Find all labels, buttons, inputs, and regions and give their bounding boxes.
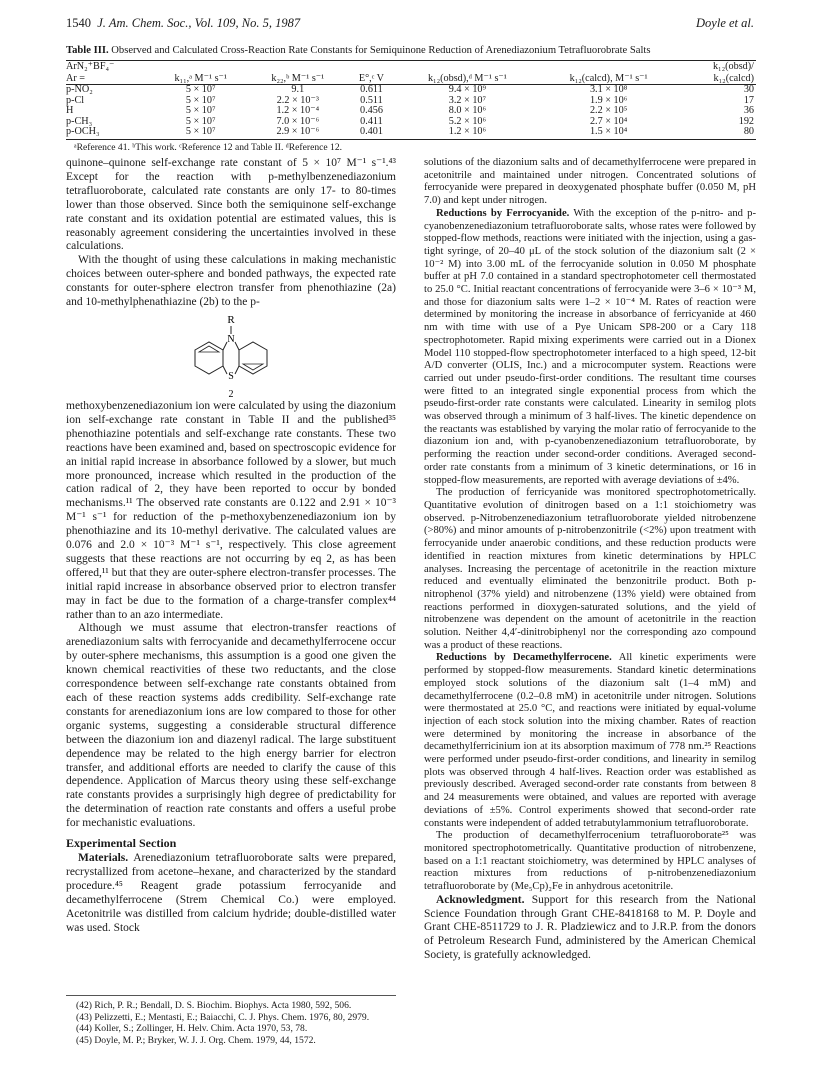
acknowledgment-body: Support for this research from the National Science Foundation through Grant CHE-8418168 to M. P. Doyle and Grant CHE-8511729 to J. R. Pladziewicz and to J.R.P. from the donors of Petroleum Research Fund, administered by the American Chemical Society, is gratefully acknowledged. <box>424 893 756 961</box>
table-caption <box>66 44 756 57</box>
paragraph: Although we must assume that electron-transfer reactions of arenediazonium salts with ferrocyanide and decamethylferrocene occur by outer-sphere mechanisms, this assumption is a good one given the known chemical reactivities of these two reductants, and the close correspondence between self-exchange rate constants obtained from each of these reaction systems adds credibility. Self-exchange rate constants for arenediazonium ions are low compared to those for other organic systems, suggesting a considerable structural difference between the diazonium ion and diazenyl radical. The large substituent dependence may be related to the high energy barrier for electron transfer, and additional efforts are needed to clarify the cause of this dependence. Application of Marcus theory using these self-exchange rate constants provides a surprisingly high degree of predictability for the determination of reaction rate constants and offers a useful probe for mechanistic evaluations. <box>66 622 396 830</box>
table-cell: 5 × 10⁷ <box>185 84 216 95</box>
table-cell: 9.4 × 10⁹ <box>448 84 487 95</box>
reference-item: (45) Doyle, M. P.; Bryker, W. J. J. Org. Chem. 1979, 44, 1572. <box>76 1034 316 1046</box>
table-cell: 1.2 × 10⁶ <box>396 127 538 139</box>
table-cell: p-Cl <box>66 94 85 106</box>
table-cell: 0.401 <box>346 127 396 139</box>
run-in-head: Reductions by Ferrocyanide. <box>436 207 570 219</box>
structure-bond <box>235 366 239 374</box>
table-caption-text: Observed and Calculated Cross-Reaction Rate Constants for Semiquinone Reduction of Arenediazonium Tetrafluorobrate Salts <box>111 45 651 56</box>
paragraph: methoxybenzenediazonium ion were calculated by using the diazonium ion self-exchange rate constant in Table II and the published³⁵ phenothiazine potentials and self-exchange rate constants. These two reactions have been examined and, based on spectroscopic evidence for an initial rapid increase in absorbance followed by a slower, but much more pronounced, increase which resulted in the production of the cation radical of 2, they have been reported to occur by bonded mechanisms.¹¹ The observed rate constants are 0.122 and 2.91 × 10⁻³ M⁻¹ s⁻¹ for reduction of the p-methoxybenzenediazonium ion by phenothiazine and its 10-methyl derivative. The calculated values are 0.076 and 2.0 × 10⁻³ M⁻¹ s⁻¹, respectively. This close agreement suggests that these reactions are not occurring by eq 2, as has been offered,¹¹ but that they are outer-sphere electron-transfer processes. The initial rapid increase in absorbance observed prior to electron transfer may in fact be due to the formation of a charge-transfer complex⁴⁴ rather than to an azo intermediate. <box>66 399 396 621</box>
running-authors: Doyle et al. <box>696 16 754 30</box>
acknowledgment <box>424 894 756 963</box>
page-number-journal <box>66 16 300 31</box>
table-col-ratio: k₁₂(calcd) <box>679 73 756 85</box>
phenothiazine-structure <box>171 312 291 400</box>
paragraph: The production of decamethylferrocenium tetrafluoroborate²⁵ was monitored spectrophotometrically. Quantitative production of nitrobenzene, based on a 1:1 reactant stoichiometry, was determined by HPLC analyses of reaction mixtures from reductions of p-nitrobenzenediazonium tetrafluoroborate by (Me₅Cp)₂Fe in anhydrous acetonitrile. <box>424 830 756 893</box>
paragraph-decamethylferrocene <box>424 652 756 830</box>
table-cell: 1.5 × 10⁴ <box>538 127 678 139</box>
page-number: 1540 <box>66 16 91 30</box>
reference-item: (42) Rich, P. R.; Bendall, D. S. Biochim. Biophys. Acta 1980, 592, 506. <box>76 1000 352 1011</box>
structure-right-ring <box>239 342 267 374</box>
table-cell: 0.411 <box>360 115 383 127</box>
structure-n-label: N <box>227 333 235 345</box>
table-iii <box>66 44 756 153</box>
table-head-salt: ArN₂⁺BF₄⁻ <box>66 61 152 73</box>
references <box>66 995 396 1046</box>
table-cell: p-OCH₃ <box>66 127 152 139</box>
table-cell: 1.2 × 10⁻⁴ <box>276 105 320 116</box>
table-cell: p-CH₃ <box>66 115 93 127</box>
table-col-e0: E°,ᶜ V <box>346 73 396 85</box>
table-col-k11: k₁₁,ᵃ M⁻¹ s⁻¹ <box>152 73 249 85</box>
table-cell: 5 × 10⁷ <box>185 105 216 116</box>
structure-bond <box>223 342 227 350</box>
reference-item: (44) Koller, S.; Zollinger, H. Helv. Chim. Acta 1970, 53, 78. <box>76 1023 308 1035</box>
table-cell: H <box>66 105 74 116</box>
journal-citation: J. Am. Chem. Soc., Vol. 109, No. 5, 1987 <box>97 16 301 30</box>
rate-constants-table <box>66 60 756 140</box>
table-cell: 0.611 <box>360 84 383 95</box>
table-col-k12-obsd: k₁₂(obsd),ᵈ M⁻¹ s⁻¹ <box>396 73 538 85</box>
reference-item: (43) Pelizzetti, E.; Mentasti, E.; Baiacchi, C. J. Phys. Chem. 1976, 80, 2979. <box>76 1011 370 1023</box>
structure-bond <box>223 366 227 374</box>
structure-compound-number: 2 <box>228 388 234 400</box>
table-col-k22: k₂₂,ᵇ M⁻¹ s⁻¹ <box>249 73 346 85</box>
right-column <box>424 157 756 963</box>
table-cell: 36 <box>743 105 754 116</box>
paragraph: quinone–quinone self-exchange rate constant of 5 × 10⁷ M⁻¹ s⁻¹.⁴³ Except for the reaction with p-methylbenzenediazonium tetrafluoroborate, calculated rate constants are only 17- to 80-times lower than those observed. Since both the semiquinone self-exchange rate constant and its oxidation potential are estimated values, this is reasonably agreement considering the uncertainties involved in these calculations. <box>66 157 396 253</box>
structure-left-ring <box>195 342 223 374</box>
paragraph-materials <box>66 852 396 935</box>
table-label: Table III. <box>66 45 109 56</box>
table-head-ratio-top: k₁₂(obsd)/ <box>679 61 756 73</box>
paragraph-body: All kinetic experiments were performed by stopped-flow measurements. Standard kinetic determinations employed stock solutions of the diazonium salt (1–4 mM) and decamethylferrocene (0.2–0.8 mM) in acetonitrile under nitrogen. Solutions were thermostated at 25.0 °C, and reactions were initiated by equal-volume injection of each stock solution into the mixing chamber. Rates of reaction were determined by monitoring the increase in absorbance of the decamethylferricinium ion at its absorption maximum of 778 nm.²⁵ Reactions were performed under pseudo-first-order conditions, and linearity in semilog plots was observed through 4 half-lives. Reaction order was established as previously described. Averaged second-order rate constants from between 8 and 24 measurements were obtained, and values are reported with average deviations of ±5%. Control experiments showed that second-order rate constants were independent of added tetrabutylammonium tetrafluoroborate. <box>424 652 757 829</box>
paragraph: With the thought of using these calculations in making mechanistic choices between outer-sphere and bonded pathways, the expected rate constants for outer-sphere electron transfer from phenothiazine (2a) and 10-methylphenathiazine (2b) to the p- <box>66 254 396 309</box>
structure-right-ring-inner <box>243 364 263 370</box>
run-in-head: Acknowledgment. <box>436 893 525 906</box>
table-cell: 0.511 <box>360 94 383 106</box>
table-cell: 5 × 10⁷ <box>185 115 216 127</box>
table-row <box>66 127 756 139</box>
paragraph-ferrocyanide <box>424 208 756 487</box>
section-title: Experimental Section <box>66 836 177 851</box>
table-col-k12-calcd: k₁₂(calcd), M⁻¹ s⁻¹ <box>538 73 678 85</box>
left-column <box>66 157 396 935</box>
paragraph: The production of ferricyanide was monitored spectrophotometrically. Quantitative evolution of dinitrogen based on a 1:1 stoichiometry was observed. p-Nitrobenzenediazonium tetrafluoroborate yielded nitrobenzene (>80%) and minor amounts of p-nitrobenzonitrile (<2%) upon treatment with ferrocyanide under anaerobic conditions, and these reduction products were identified in reaction mixtures from kinetic determinations by HPLC analyses. Increasing the percentage of acetonitrile in the reaction mixture reduced and eventually eliminated the benzonitrile product. Both p-nitrophenol (37% yield) and nitrobenzene (13% yield) were obtained from reactions performed in dioxygen-saturated solutions, and the yield of nitrobenzene was dependent on the amount of acetonitrile in the reaction solution. Neither 4,4′-dinitrobiphenyl nor the corresponding azo compound was a product of these reactions. <box>424 487 756 651</box>
table-cell: 30 <box>743 84 754 95</box>
table-cell: 3.2 × 10⁷ <box>448 94 487 106</box>
table-cell: 2.9 × 10⁻⁶ <box>249 127 346 139</box>
table-row <box>66 96 756 107</box>
table-cell: 80 <box>679 127 756 139</box>
run-in-head: Materials. <box>78 851 129 864</box>
page-header <box>66 16 754 34</box>
table-cell: 2.2 × 10⁵ <box>589 105 628 116</box>
table-cell: 7.0 × 10⁻⁶ <box>276 115 320 127</box>
table-cell: 1.9 × 10⁶ <box>589 94 628 106</box>
table-cell: 192 <box>738 115 754 127</box>
table-cell: 8.0 × 10⁶ <box>448 105 487 116</box>
paragraph: solutions of the diazonium salts and of decamethylferrocene were prepared in acetonitrile and maintained under nitrogen. Concentrated solutions of ferrocyanide were prepared in deoxygenated phosphate buffer (0.050 M, pH 7.0) and kept under nitrogen. <box>424 157 756 207</box>
table-cell: 5 × 10⁷ <box>152 127 249 139</box>
table-footnote: ᵃReference 41. ᵇThis work. ᶜReference 12 and Table II. ᵈReference 12. <box>74 141 343 153</box>
table-col-ar: Ar = <box>66 73 152 85</box>
table-row <box>66 85 756 96</box>
table-row <box>66 117 756 128</box>
table-cell: 5.2 × 10⁶ <box>448 115 487 127</box>
table-cell: 17 <box>743 94 754 106</box>
structure-s-label: S <box>228 370 234 382</box>
structure-left-ring-inner <box>199 346 219 352</box>
structure-r-label: R <box>227 313 235 326</box>
paragraph-body: With the exception of the p-nitro- and p-cyanobenzenediazonium tetrafluoroborate salts, whose rates were followed by stopped-flow methods, reactions were initiated with the injection, using a gas-tight syringe, of 20–40 μL of the stock solution of the diazonium salt (2 × 10⁻² M) into 3.00 mL of the ferrocyanide solution in 0.050 M phosphate buffer at pH 7.0 contained in a standard spectrophotometer cell thermostated to 25.0 °C. Initial reactant concentrations of ferrocyanide were 3–6 × 10⁻³ M, and those for diazonium salts were 1–2 × 10⁻⁴ M. Rates of reaction were determined by monitoring the increase in absorbance of ferricyanide at 460 nm with time with use of a Pye Unicam SP8-200 or a Cary 118 spectrophotometer. Rapid mixing experiments were carried out in a Dionex Model 110 stopped-flow spectrophotometer interfaced to a high speed, 12-bit A/D converter (OLIS, Inc.) and a microcomputer system. Reactions were carried out under pseudo-first-order conditions. The resultant time courses were fitted to an integrated single exponential process from which the pseudo-first-order rate constants were calculated. Linearity in semilog plots was observed through a minimum of 3 half-lives. The kinetic dependence on the reactants was established by varying the molar ratio of ferrocyanide to the diazonium ion and, with p-cyanobenzenediazonium tetrafluoroborate, by performing the reaction under second-order conditions. Averaged second-order rate constants from a minimum of 3 kinetic determinations, or 16 in stopped-flow measurements, are reported with average deviations of ±4%. <box>424 207 756 486</box>
table-cell: p-NO₂ <box>66 84 93 95</box>
table-cell: 2.7 × 10⁴ <box>589 115 628 127</box>
table-cell: 5 × 10⁷ <box>185 94 216 106</box>
paragraph-body: Arenediazonium tetrafluoroborate salts were prepared, recrystallized from acetone–hexane, and characterized by the standard procedure.⁴⁵ Reagent grade potassium ferrocyanide and decamethylferrocene (Strem Chemical Co.) were employed. Acetonitrile was distilled from calcium hydride; double-distilled water was used. Stock <box>66 851 396 934</box>
table-cell: 9.1 <box>291 84 305 95</box>
run-in-head: Reductions by Decamethylferrocene. <box>436 652 612 664</box>
table-cell: 2.2 × 10⁻³ <box>276 94 319 106</box>
table-cell: 3.1 × 10⁸ <box>589 84 628 95</box>
structure-bond <box>235 342 239 350</box>
table-row <box>66 106 756 117</box>
table-cell: 0.456 <box>359 105 383 116</box>
